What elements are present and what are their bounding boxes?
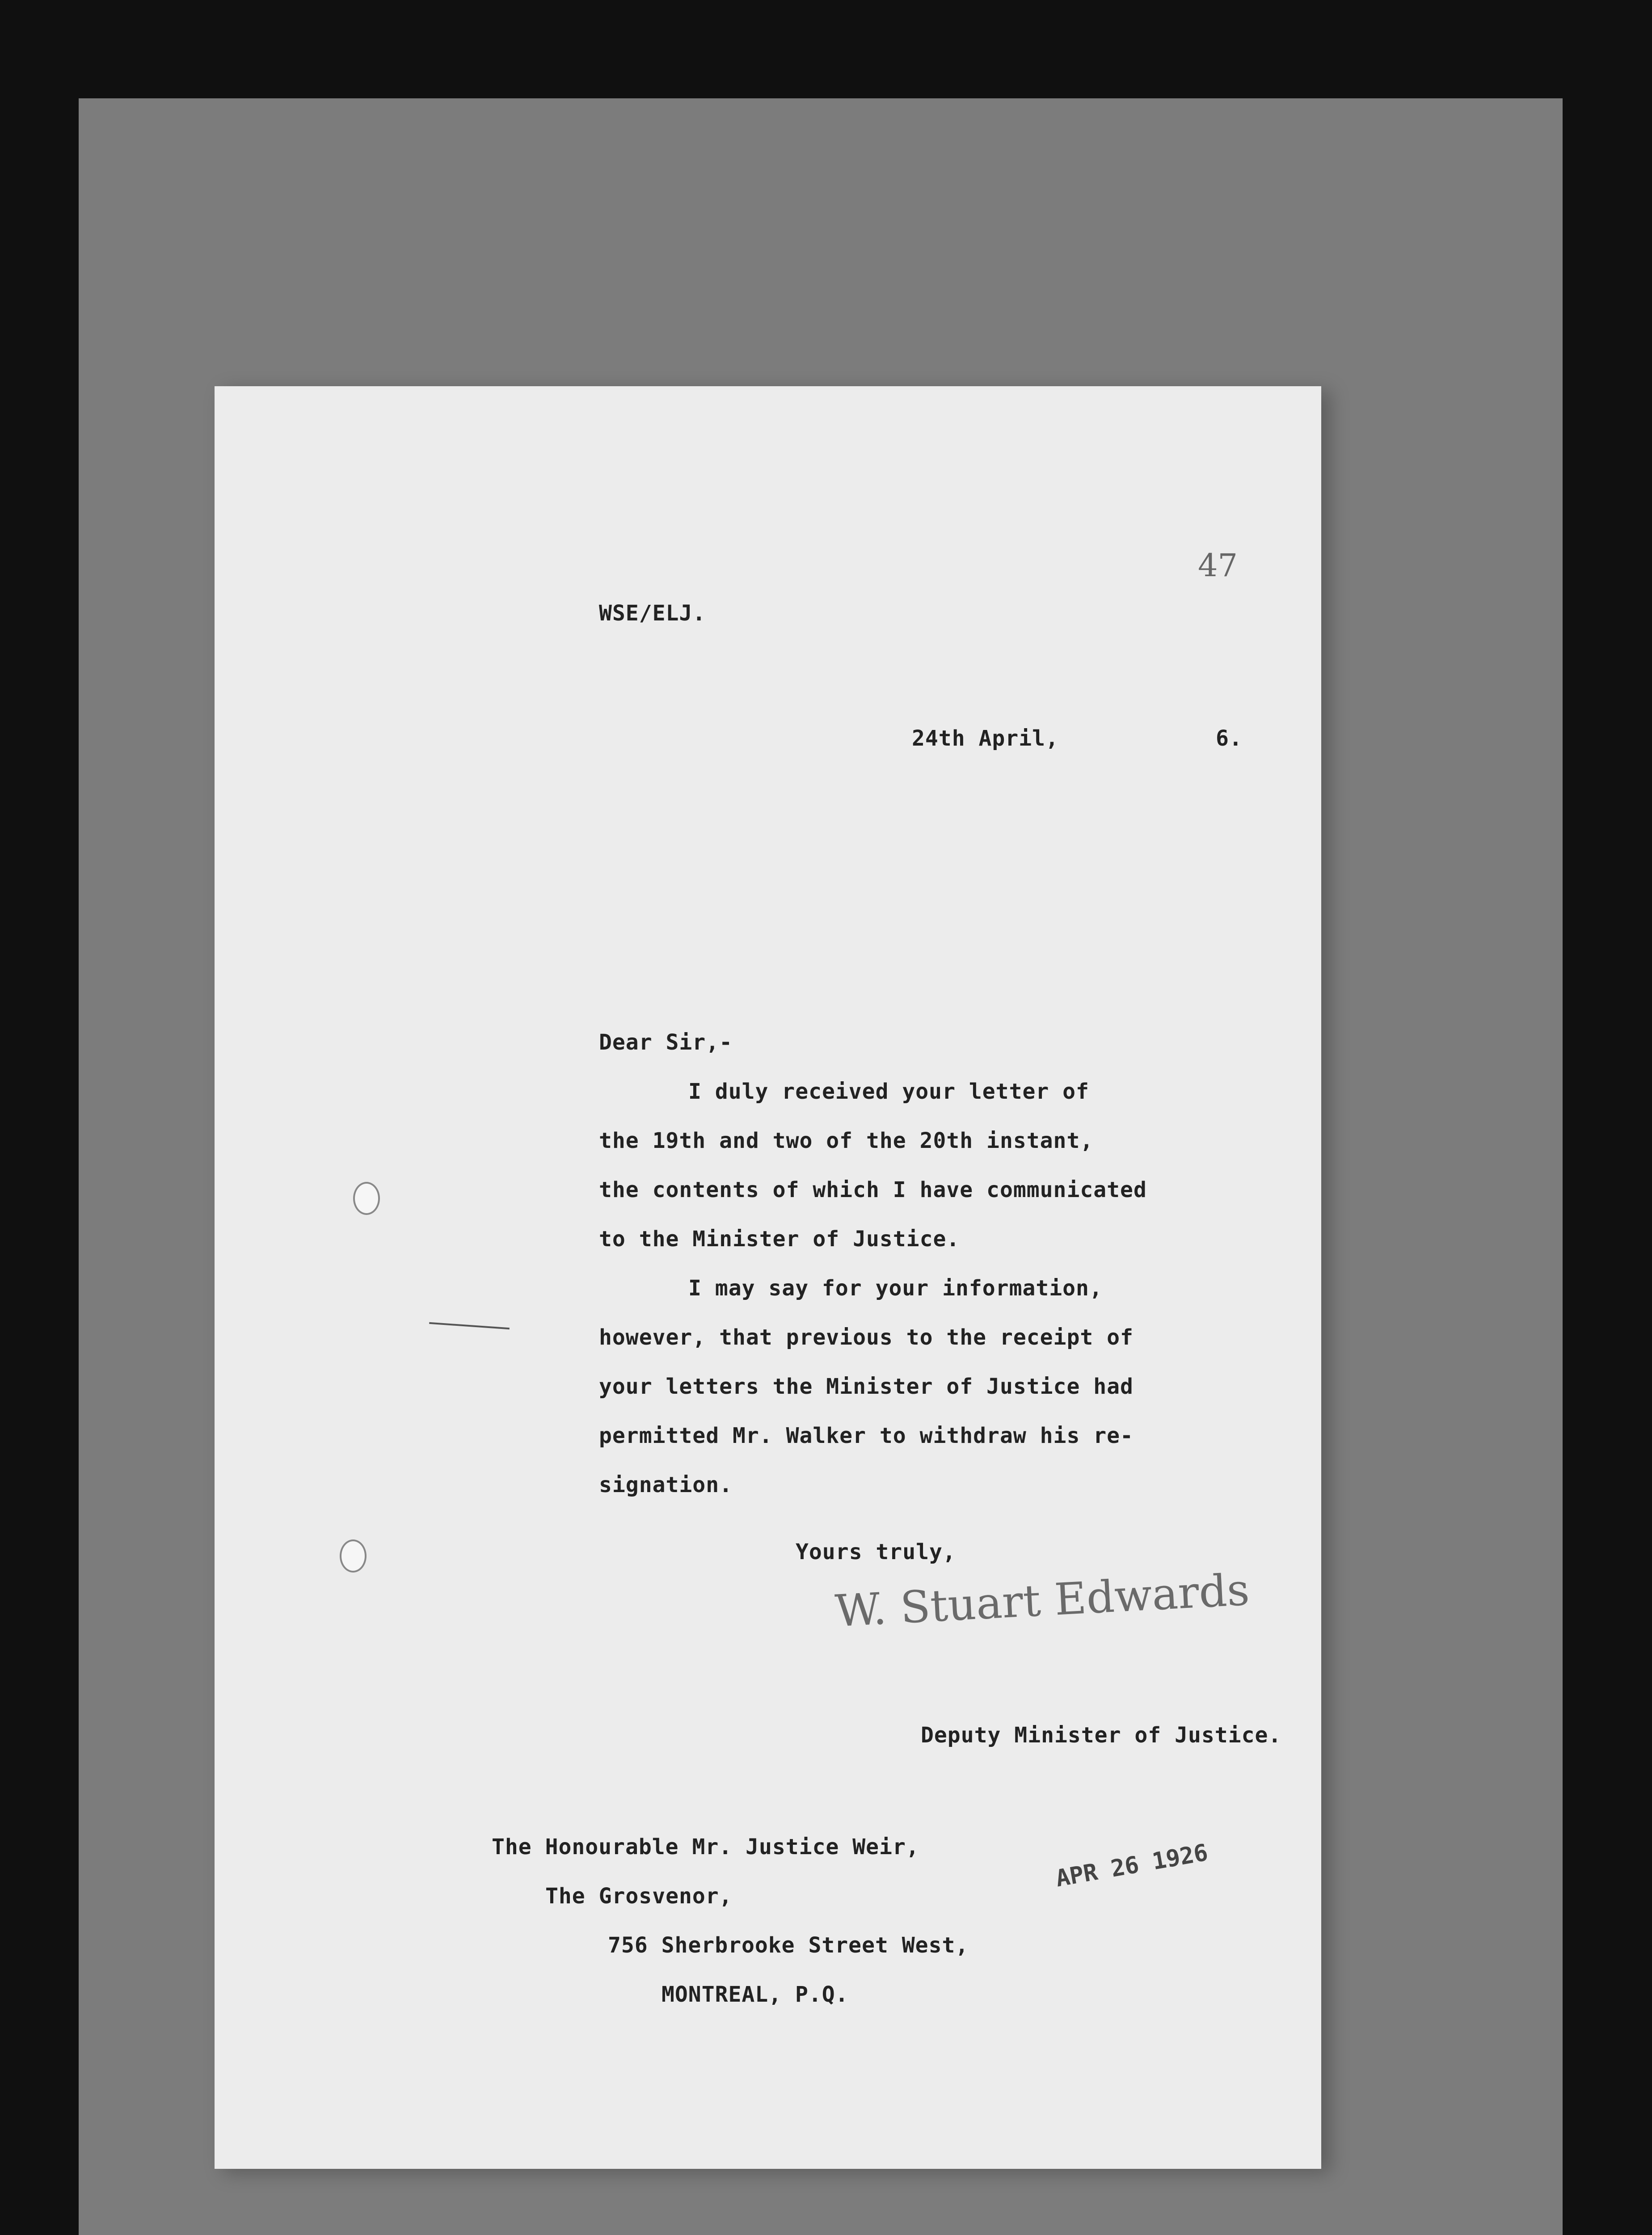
body-line: signation. <box>599 1472 733 1497</box>
punch-hole <box>340 1539 367 1573</box>
body-line: I duly received your letter of <box>688 1079 1089 1104</box>
received-date-stamp: APR 26 1926 <box>1054 1839 1210 1893</box>
body-line: the 19th and two of the 20th instant, <box>599 1128 1094 1153</box>
address-line: MONTREAL, P.Q. <box>662 1982 849 2007</box>
signer-title: Deputy Minister of Justice. <box>921 1723 1282 1748</box>
reference-initials: WSE/ELJ. <box>599 601 706 626</box>
letter-date-suffix: 6. <box>1216 726 1243 751</box>
address-line: The Grosvenor, <box>545 1884 733 1909</box>
body-line: to the Minister of Justice. <box>599 1227 960 1252</box>
letter-page <box>215 386 1321 2169</box>
punch-hole <box>353 1182 380 1215</box>
body-line: the contents of which I have communicated <box>599 1177 1147 1202</box>
body-line: permitted Mr. Walker to withdraw his re- <box>599 1423 1134 1448</box>
signature-stamp: W. Stuart Edwards <box>834 1564 1251 1637</box>
pencil-mark <box>429 1322 510 1330</box>
address-line: The Honourable Mr. Justice Weir, <box>492 1834 919 1860</box>
closing: Yours truly, <box>796 1539 956 1564</box>
page-number: 47 <box>1198 547 1238 584</box>
letter-date: 24th April, <box>912 726 1059 751</box>
body-line: I may say for your information, <box>688 1276 1103 1301</box>
body-line: your letters the Minister of Justice had <box>599 1374 1134 1399</box>
body-line: however, that previous to the receipt of <box>599 1325 1134 1350</box>
salutation: Dear Sir,- <box>599 1030 733 1055</box>
address-line: 756 Sherbrooke Street West, <box>608 1933 969 1958</box>
